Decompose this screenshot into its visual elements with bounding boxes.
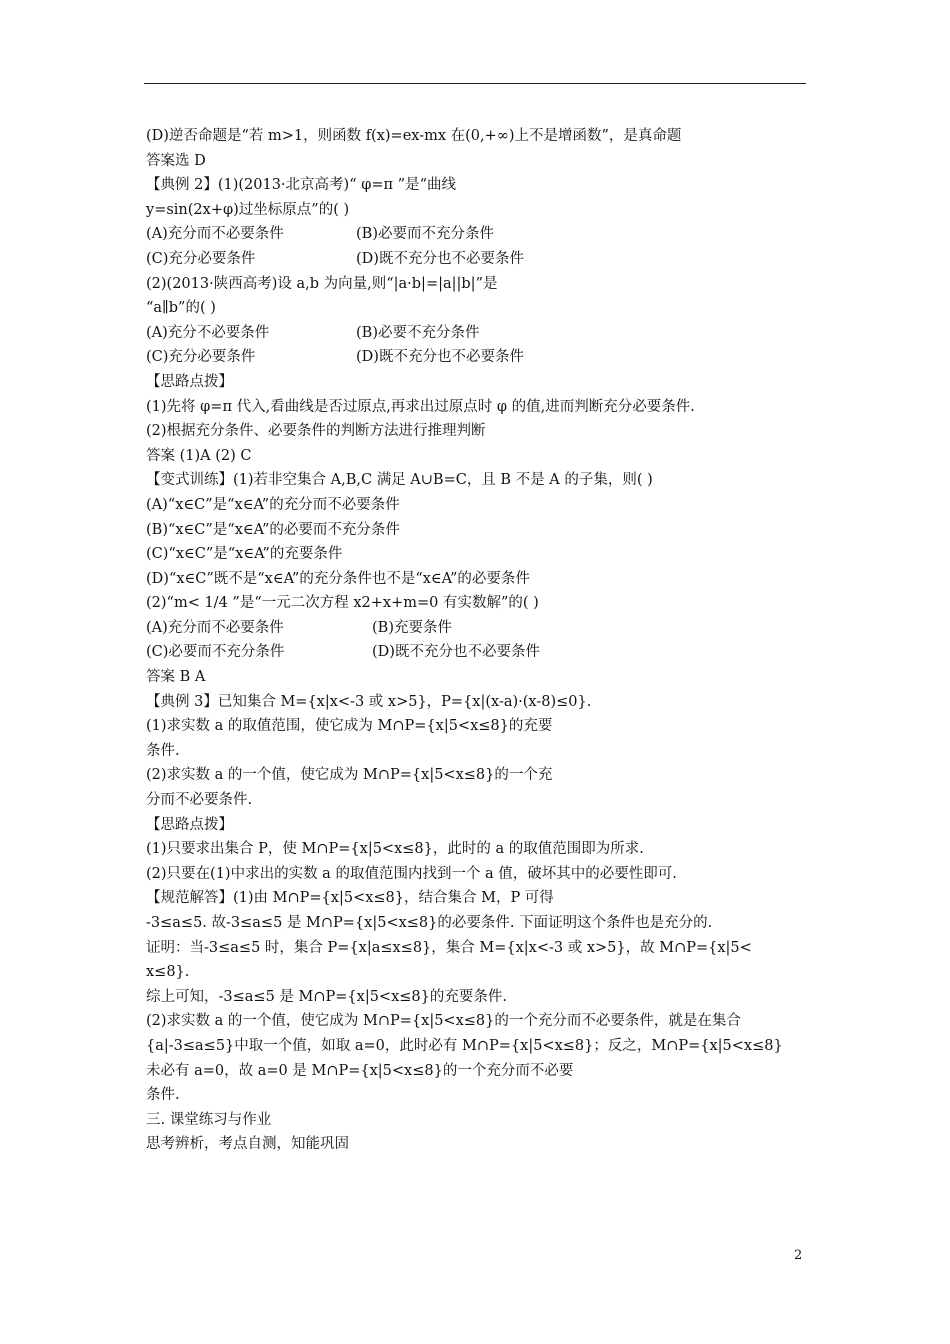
option-b: (B)充要条件 [372,619,452,636]
option-a: (A)充分而不必要条件 [146,226,284,243]
text-line: (1)先将 φ=π 代入,看曲线是否过原点,再求出过原点时 φ 的值,进而判断充分必要条件. [146,398,695,415]
answer-line: 答案 (1)A (2) C [146,447,252,464]
text-line: -3≤a≤5. 故-3≤a≤5 是 M∩P={x|5<x≤8}的必要条件. 下面证明这个条件也是充分的. [146,915,713,931]
text-line: (2)(2013·陕西高考)设 a,b 为向量,则“|a·b|=|a||b|”是 [146,275,498,292]
option-c: (C)充分必要条件 [146,250,256,267]
option-row [146,616,810,641]
option-d: (D)既不充分也不必要条件 [372,644,540,661]
text-line: 条件. [146,1087,180,1104]
text-line: (2)求实数 a 的一个值，使它成为 M∩P={x|5<x≤8}的一个充 [146,767,553,784]
text-line: (2)根据充分条件、必要条件的判断方法进行推理判断 [146,423,486,440]
text-line: “a∥b”的( ) [146,300,216,317]
section-heading: 三. 课堂练习与作业 [146,1111,272,1128]
option-a: (A)充分而不必要条件 [146,619,284,636]
text-line: 条件. [146,742,180,759]
text-line: {a|-3≤a≤5}中取一个值，如取 a=0，此时必有 M∩P={x|5<x≤8}；反之，M∩P={x|5<x≤8} [146,1037,783,1054]
answer-line: 答案选 D [146,152,206,169]
option-d: (D)既不充分也不必要条件 [356,349,524,366]
section-heading: 【思路点拨】 [146,816,233,833]
text-line: 分而不必要条件. [146,792,253,809]
option-line: (B)“x∈C”是“x∈A”的必要而不充分条件 [146,521,400,538]
text-line: (2)求实数 a 的一个值，使它成为 M∩P={x|5<x≤8}的一个充分而不必要条件，就是在集合 [146,1013,741,1030]
page-content [146,124,810,1157]
page-number: 2 [794,1248,803,1263]
solution-heading: 【规范解答】(1)由 M∩P={x|5<x≤8}，结合集合 M，P 可得 [146,890,554,907]
option-c: (C)充分必要条件 [146,349,256,366]
option-b: (B)必要而不充分条件 [356,226,494,243]
text-line: (1)只要求出集合 P，使 M∩P={x|5<x≤8}，此时的 a 的取值范围即为所求. [146,841,644,858]
option-row [146,321,810,346]
text-line: 未必有 a=0，故 a=0 是 M∩P={x|5<x≤8}的一个充分而不必要 [146,1062,574,1079]
header-rule [144,83,806,84]
text-line: (D)逆否命题是“若 m>1，则函数 f(x)=ex-mx 在(0,+∞)上不是增函数”，是真命题 [146,128,682,144]
option-row [146,345,810,370]
option-row [146,640,810,665]
text-line: 综上可知，-3≤a≤5 是 M∩P={x|5<x≤8}的充要条件. [146,988,507,1005]
option-row [146,247,810,272]
text-line: (2)“m< 1/4 ”是“一元二次方程 x2+x+m=0 有实数解”的( ) [146,595,539,612]
option-row [146,222,810,247]
answer-line: 答案 B A [146,669,206,686]
text-line: y=sin(2x+φ)过坐标原点”的( ) [146,201,350,218]
option-line: (A)“x∈C”是“x∈A”的充分而不必要条件 [146,496,400,513]
example-3-heading: 【典例 3】已知集合 M={x|x<-3 或 x>5}，P={x|(x-a)·(x-8)≤0}. [146,693,592,710]
text-line: 思考辨析，考点自测，知能巩固 [146,1136,349,1153]
text-line: x≤8}. [146,964,190,981]
option-a: (A)充分不必要条件 [146,324,270,341]
example-2-heading: 【典例 2】(1)(2013·北京高考)“ φ=π ”是“曲线 [146,177,456,194]
option-c: (C)必要而不充分条件 [146,644,285,661]
option-line: (C)“x∈C”是“x∈A”的充要条件 [146,546,343,563]
text-line: (1)求实数 a 的取值范围，使它成为 M∩P={x|5<x≤8}的充要 [146,718,553,735]
section-heading: 【思路点拨】 [146,373,233,390]
text-line: (2)只要在(1)中求出的实数 a 的取值范围内找到一个 a 值，破坏其中的必要性即可. [146,865,677,882]
option-b: (B)必要不充分条件 [356,324,480,341]
option-d: (D)既不充分也不必要条件 [356,250,524,267]
text-line: 证明：当-3≤a≤5 时，集合 P={x|a≤x≤8}，集合 M={x|x<-3 或 x>5}，故 M∩P={x|5< [146,939,752,956]
option-line: (D)“x∈C”既不是“x∈A”的充分条件也不是“x∈A”的必要条件 [146,570,530,587]
variant-heading: 【变式训练】(1)若非空集合 A,B,C 满足 A∪B=C，且 B 不是 A 的子集，则( ) [146,472,653,489]
